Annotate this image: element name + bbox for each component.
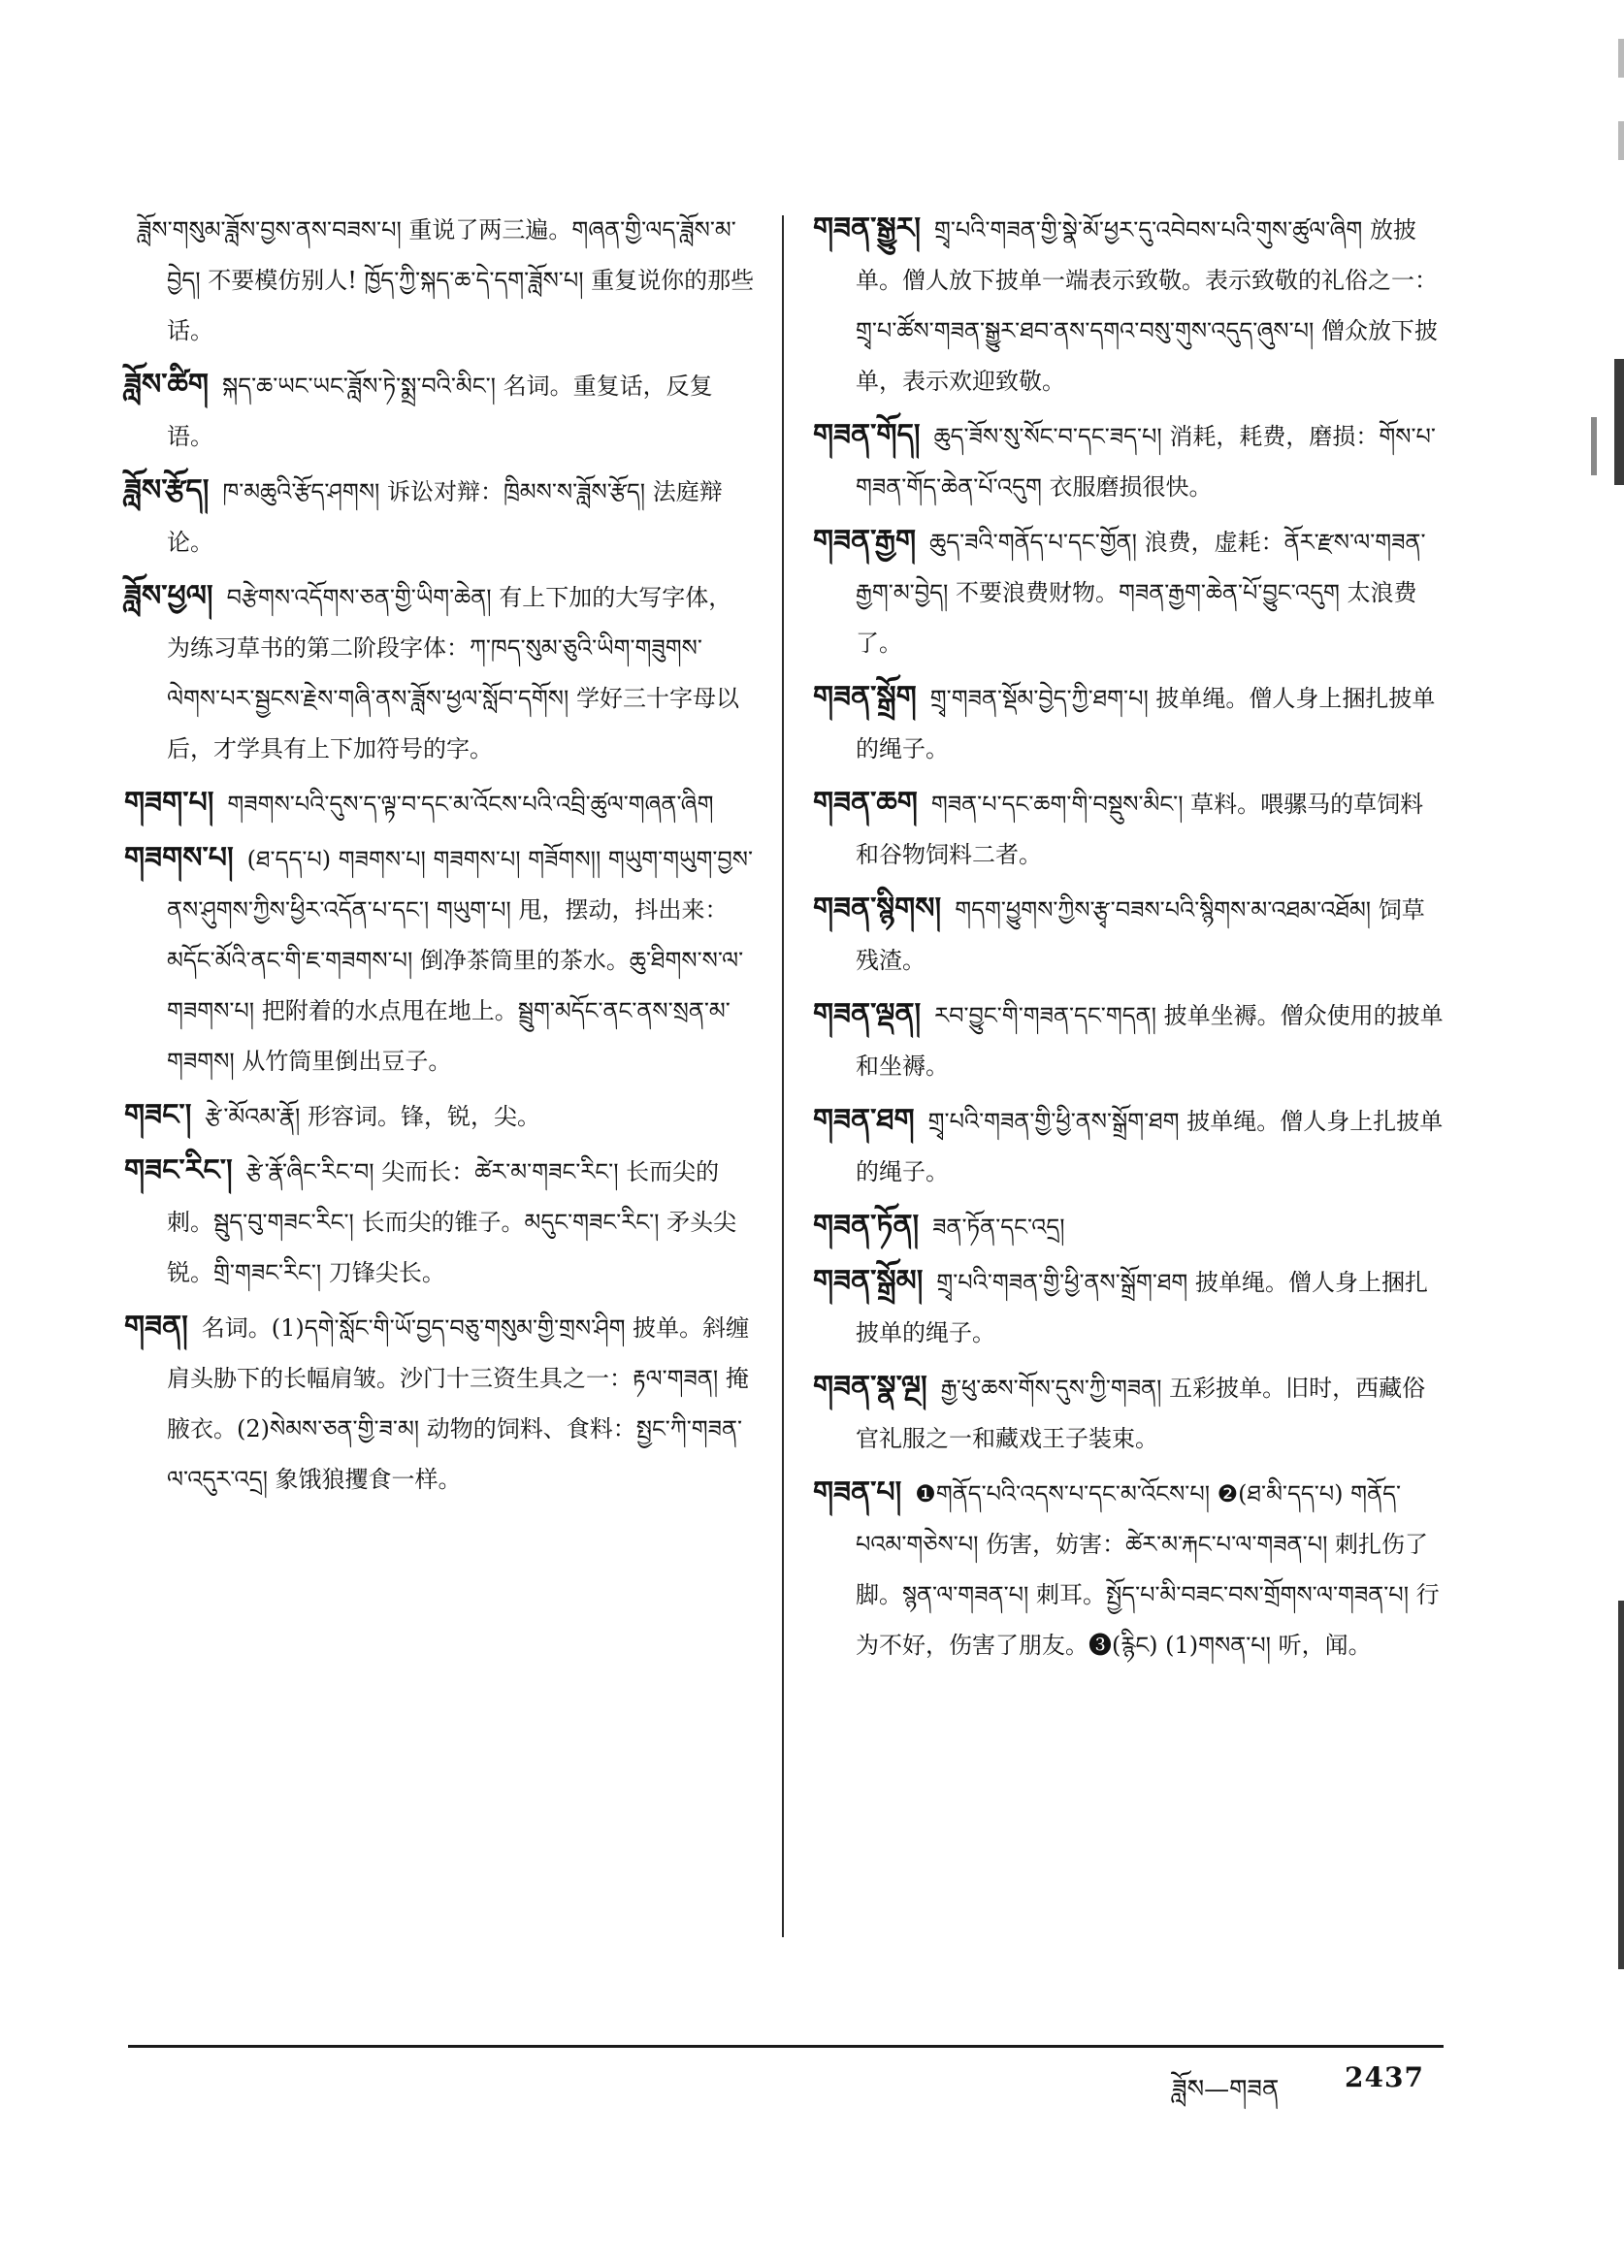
entry-headword: གཟན་གོད། [813, 418, 921, 452]
column-divider [782, 215, 784, 1937]
entry-headword: གཟང་། [124, 1098, 192, 1132]
entry-definition: ཁ་མཆུའི་རྩོད་ཤགས། 诉讼对辩：ཁྲིམས་ས་ཟློས་རྩོད། 法庭辩论。 [167, 478, 723, 556]
entry-headword: གཟག་པ། [124, 786, 214, 820]
dictionary-entry [124, 778, 755, 829]
dictionary-entry [124, 204, 755, 356]
dictionary-entry [813, 778, 1444, 880]
dictionary-entry [813, 989, 1444, 1091]
left-column [124, 204, 755, 1508]
entry-definition: རབ་བྱུང་གི་གཟན་དང་གདན། 披单坐褥。僧众使用的披单和坐褥。 [856, 1002, 1444, 1080]
entry-definition: རྩེ་རྣོ་ཞིང་རིང་བ། 尖而长：ཚེར་མ་གཟང་རིང་། 长而尖的刺。སྦུད་བུ་གཟང་རིང་། 长而尖的锥子。མདུང་གཟང་རིང་། 矛头尖锐。གྲི་གཟང་རིང་། 刀锋尖长。 [167, 1158, 737, 1286]
dictionary-entry [813, 516, 1444, 668]
dictionary-entry [813, 1256, 1444, 1358]
scan-artifact [1618, 121, 1624, 160]
entry-definition: གྲྭ་པའི་གཟན་གྱི་ཕྱི་ནས་སྒྲོག་ཐག 披单绳。僧人身上扎披单的绳子。 [856, 1108, 1444, 1185]
entry-headword: ཟློས་ཚིག [124, 368, 209, 402]
dictionary-entry [124, 571, 755, 774]
entry-definition: ཆུད་ཟོས་སུ་སོང་བ་དང་ཟད་པ། 消耗，耗费，磨损：གོས་པ་གཟན་གོད་ཆེན་པོ་འདུག 衣服磨损很快。 [856, 423, 1436, 501]
dictionary-entry [813, 884, 1444, 986]
entry-definition: གདག་ཕྱུགས་ཀྱིས་རྩྭ་བཟས་པའི་སྙིགས་མ་འཐམ་འཐོམ། 饲草残渣。 [856, 896, 1425, 974]
dictionary-entry [124, 466, 755, 567]
dictionary-entry [813, 1362, 1444, 1464]
entry-definition: སྐད་ཆ་ཡང་ཡང་ཟློས་ཏེ་སྨྲ་བའི་མིང་། 名词。重复话，反复语。 [167, 373, 713, 450]
entry-headword: གཟན་སྒྲོམ། [813, 1264, 924, 1298]
entry-definition: གྲྭ་པའི་གཟན་གྱི་སྣེ་མོ་ཕྱར་དུ་འབེབས་པའི་གུས་ཚུལ་ཞིག 放披单。僧人放下披单一端表示致敬。表示致敬的礼俗之一：གྲྭ་པ་ཚོས་གཟན་སྒྱུར་ཐབ་ནས་དགའ་བསུ་གུས་འདུད་ཞུས་པ། 僧众放下披单，表示欢迎致敬。 [856, 216, 1438, 395]
dictionary-entry [813, 1468, 1444, 1670]
entry-headword: གཟན་ཐག [813, 1103, 915, 1137]
entry-headword: ཟློས་ཕྱལ། [124, 579, 213, 613]
entry-headword: གཟན་སྣ་ལྔ། [813, 1370, 927, 1404]
entry-definition: གྲྭ་པའི་གཟན་གྱི་ཕྱི་ནས་སྒྲོག་ཐག 披单绳。僧人身上捆扎披单的绳子。 [856, 1269, 1428, 1346]
entry-definition: གྲྭ་གཟན་སྡོམ་བྱེད་ཀྱི་ཐག་པ། 披单绳。僧人身上捆扎披单的绳子。 [856, 685, 1436, 762]
dictionary-entry [813, 204, 1444, 406]
entry-headword: གཟན་ཏོན། [813, 1209, 920, 1243]
scan-artifact [1618, 1601, 1624, 1969]
scan-artifact [1591, 417, 1597, 475]
dictionary-entry [813, 410, 1444, 512]
dictionary-entry [813, 1201, 1444, 1252]
dictionary-entry [124, 833, 755, 1086]
entry-definition: ཟན་ཏོན་དང་འདྲ། [932, 1214, 1065, 1241]
entry-headword: གཟན་ལྡན། [813, 997, 922, 1031]
scan-artifact [1614, 359, 1624, 485]
entry-headword: གཟང་རིང་། [124, 1153, 233, 1187]
entry-headword: གཟན་པ། [813, 1475, 902, 1509]
page-number: 2437 [1345, 2061, 1424, 2093]
page-range-label: ཟློས—གཟན [1172, 2075, 1280, 2104]
dictionary-entry [813, 672, 1444, 774]
footer-rule [128, 2045, 1444, 2048]
dictionary-entry [124, 1302, 755, 1505]
entry-definition: (ཐ་དད་པ) གཟགས་པ། གཟགས་པ། གཟོགས།། གཡུག་གཡུག་བྱས་ནས་ཤུགས་ཀྱིས་ཕྱིར་འདོན་པ་དང་། གཡུག་པ། 甩，摆动，抖出来：མདོང་མོའི་ནང་གི་ཇ་གཟགས་པ། 倒净茶筒里的茶水。ཆུ་ཐིགས་ས་ལ་གཟགས་པ། 把附着的水点甩在地上。སྦྲུག་མདོང་ནང་ནས་སྲན་མ་གཟགས། 从竹筒里倒出豆子。 [167, 846, 754, 1075]
dictionary-entry [124, 360, 755, 462]
dictionary-entry [124, 1090, 755, 1142]
entry-headword: གཟགས་པ། [124, 841, 234, 875]
entry-headword: གཟན་སྙིགས། [813, 891, 942, 925]
entry-definition: གཟགས་པའི་དུས་ད་ལྟ་བ་དང་མ་འོངས་པའི་འབྲི་ཚུལ་གཞན་ཞིག [227, 791, 714, 818]
entry-definition: རྒྱ་ཕུ་ཆས་གོས་དུས་ཀྱི་གཟན། 五彩披单。旧时，西藏俗官礼服之一和藏戏王子装束。 [856, 1375, 1426, 1452]
entry-definition: བརྩེགས་འདོགས་ཅན་གྱི་ཡིག་ཆེན། 有上下加的大写字体，为练习草书的第二阶段字体：ཀ་ཁད་སུམ་ཅུའི་ཡིག་གཟུགས་ལེགས་པར་སྦྱངས་རྗེས་གཞི་ནས་ཟློས་ཕྱལ་སློབ་དགོས། 学好三十字母以后，才学具有上下加符号的字。 [167, 584, 739, 762]
entry-definition: 名词。(1)དགེ་སློང་གི་ཡོ་བྱད་བཅུ་གསུམ་གྱི་གྲས་ཤིག 披单。斜缠肩头胁下的长幅肩皱。沙门十三资生具之一：རྟལ་གཟན། 掩腋衣。(2)སེམས་ཅན་གྱི་ཟ་མ། 动物的饲料、食料：སྤྱང་ཀི་གཟན་ལ་འདུར་འདྲ། 象饿狼攫食一样。 [167, 1314, 750, 1493]
entry-definition: ཟློས་གསུམ་ཟློས་བྱས་ནས་བཟས་པ། 重说了两三遍。གཞན་གྱི་ལད་ཟློས་མ་བྱེད། 不要模仿别人! ཁྱོད་ཀྱི་སྐད་ཆ་དེ་དག་ཟློས་པ། 重复说你的那些话。 [138, 216, 755, 344]
entry-headword: གཟན་སྒྱུར། [813, 211, 921, 245]
entry-headword: ཟློས་རྩོད། [124, 473, 210, 507]
entry-headword: གཟན་ཆག [813, 786, 918, 820]
entry-definition: རྩེ་མོའམ་རྣོ། 形容词。锋，锐，尖。 [205, 1103, 540, 1130]
entry-headword: གཟན་རྒྱག [813, 524, 917, 558]
entry-definition: ❶གནོད་པའི་འདས་པ་དང་མ་འོངས་པ། ❷(ཐ་མི་དད་པ) གནོད་པའམ་གཅེས་པ། 伤害，妨害：ཚེར་མ་རྐང་པ་ལ་གཟན་པ། 刺扎伤了脚。སྙན་ལ་གཟན་པ། 刺耳。སྤྱོད་པ་མི་བཟང་བས་གྲོགས་ལ་གཟན་པ། 行为不好，伤害了朋友。❸(རྙིང) (1)གསན་པ། 听，闻。 [856, 1480, 1440, 1659]
entry-definition: ཆུད་ཟའི་གནོད་པ་དང་གྱོན། 浪费，虚耗：ནོར་རྫས་ལ་གཟན་རྒྱག་མ་བྱེད། 不要浪费财物。གཟན་རྒྱག་ཆེན་པོ་བྱུང་འདུག 太浪费了。 [856, 529, 1426, 657]
dictionary-entry [124, 1146, 755, 1298]
scan-artifact [1618, 39, 1624, 78]
right-column [813, 204, 1444, 1674]
entry-headword: གཟན་སྒྲོག [813, 680, 917, 714]
entry-headword: གཟན། [124, 1310, 188, 1344]
entry-definition: གཟན་པ་དང་ཆག་གི་བསྡུས་མིང་། 草料。喂骡马的草饲料和谷物饲料二者。 [856, 791, 1424, 868]
dictionary-entry [813, 1095, 1444, 1197]
